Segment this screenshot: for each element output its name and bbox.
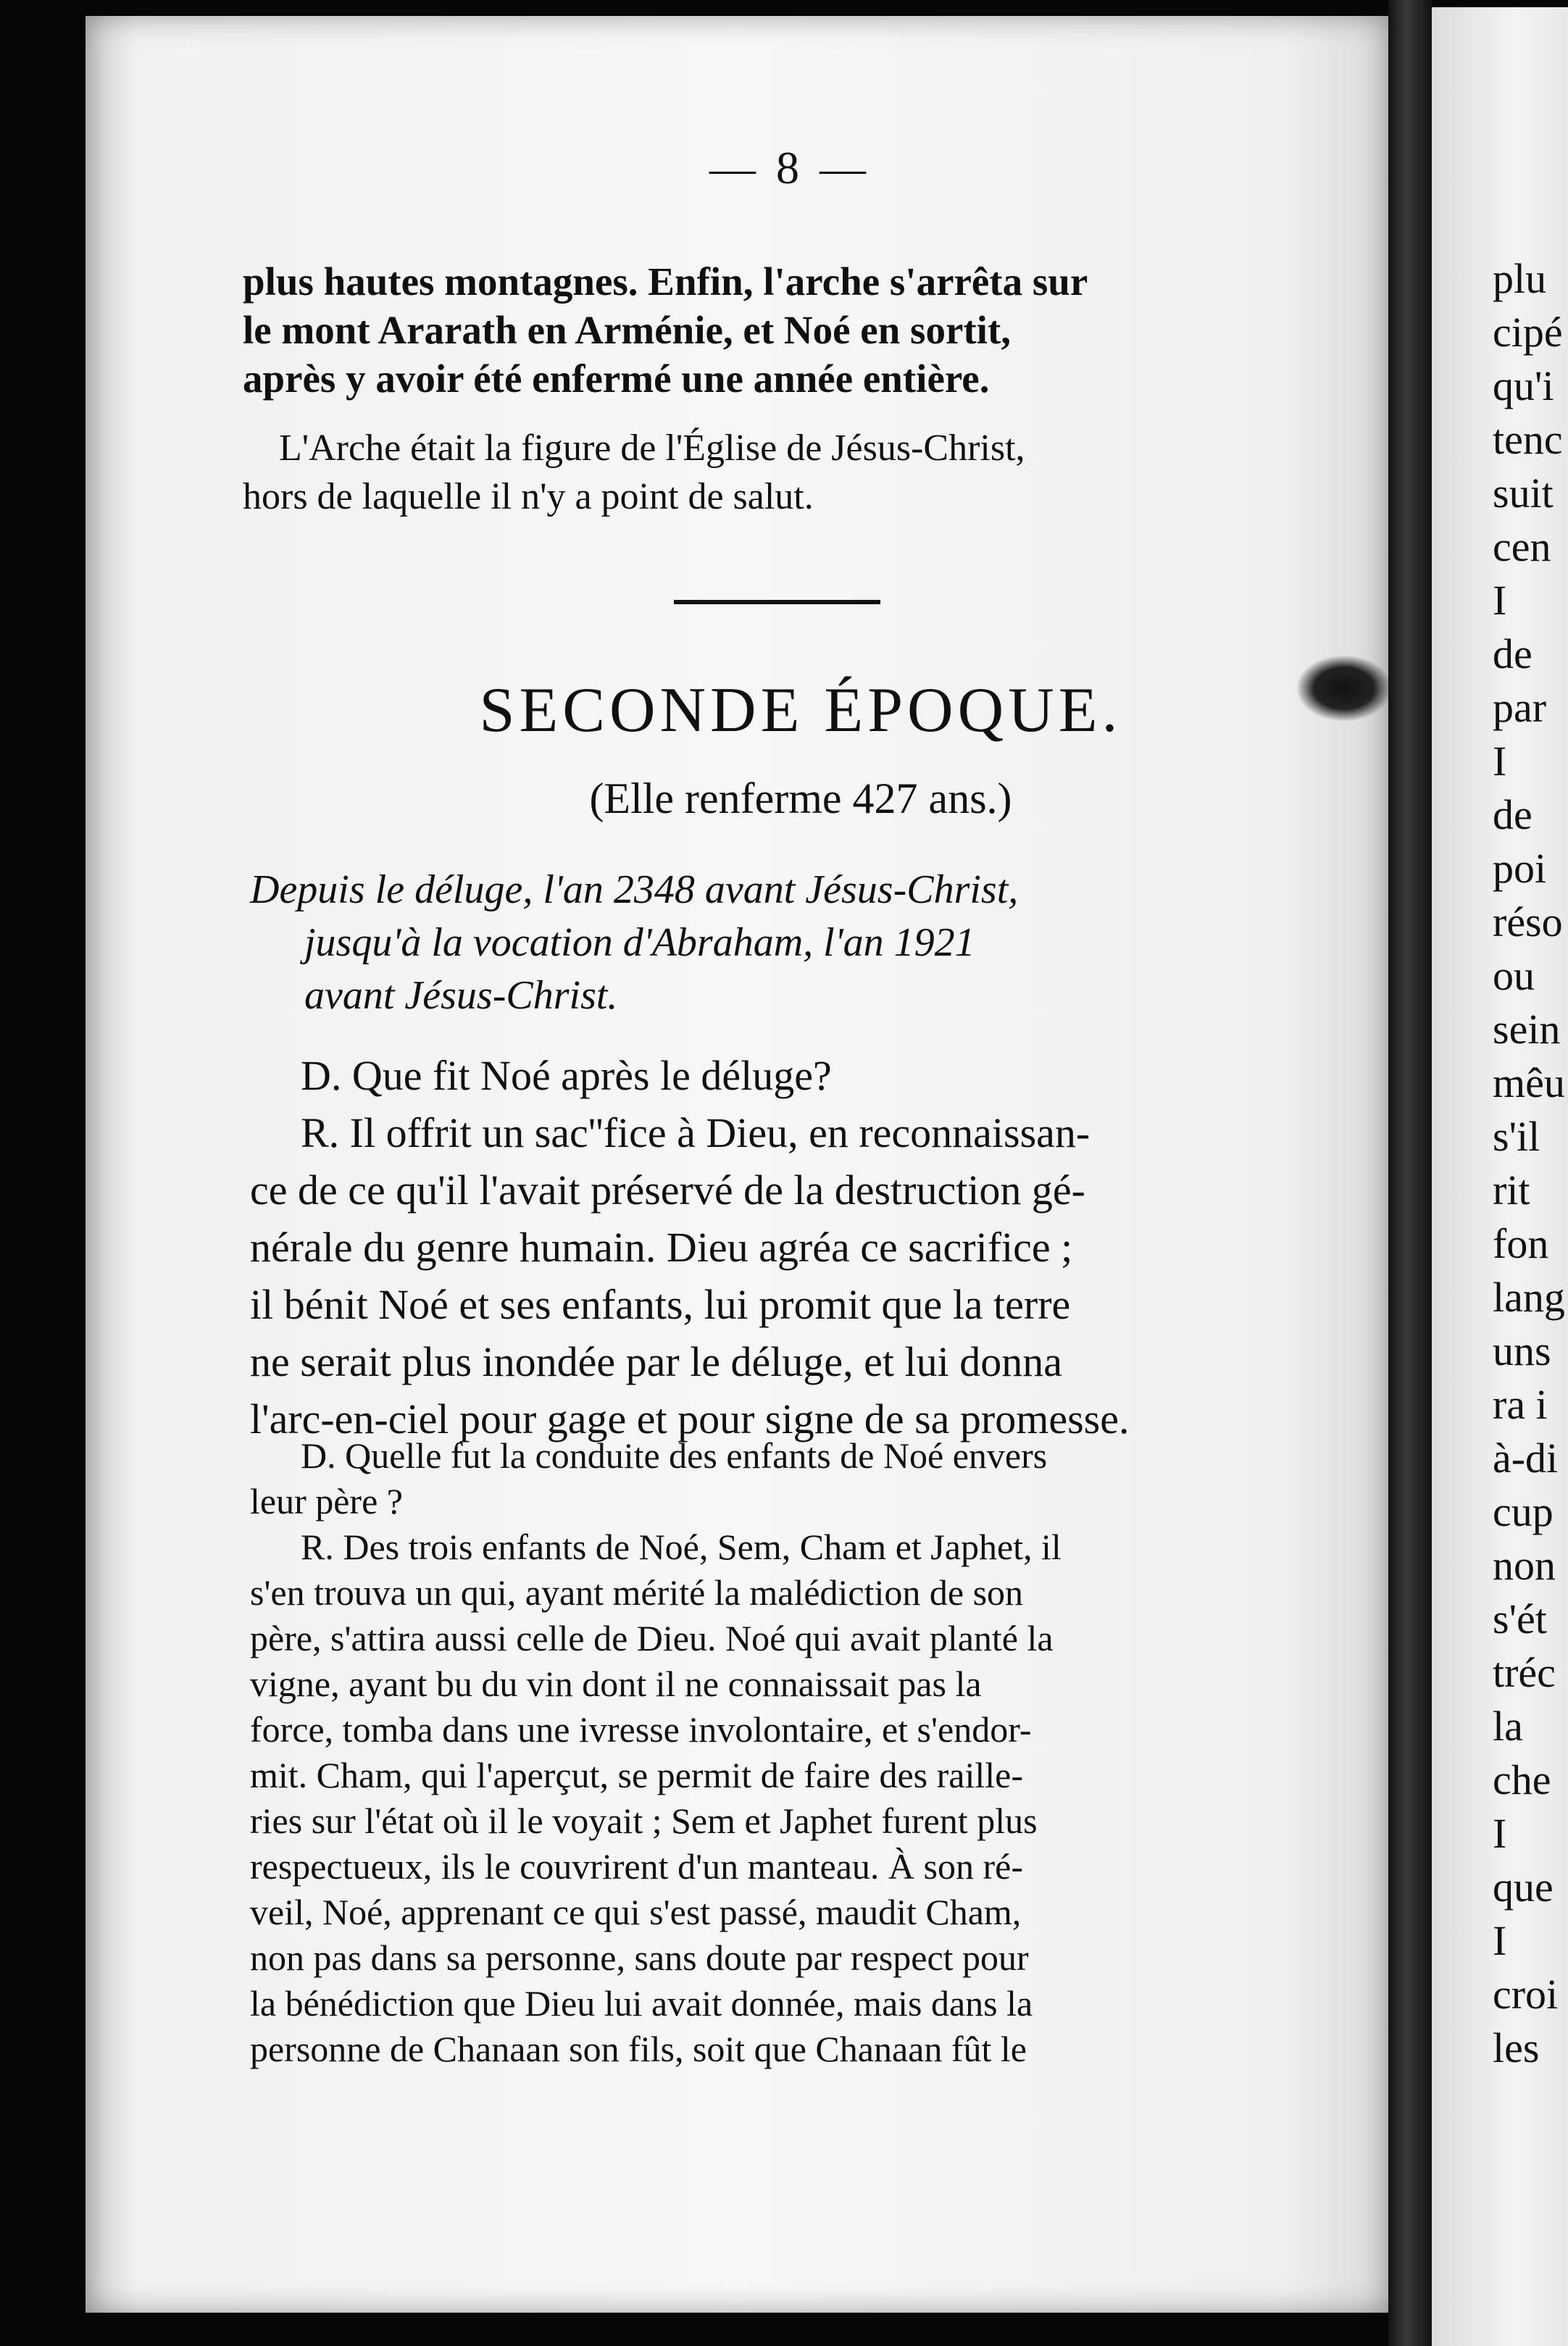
answer-line: s'en trouva un qui, ayant mérité la malédiction de son (250, 1572, 1024, 1613)
facing-fragment: ou (1493, 952, 1535, 999)
facing-fragment: poi (1493, 845, 1547, 892)
answer-line: il bénit Noé et ses enfants, lui promit que la terre (250, 1281, 1071, 1328)
facing-fragment: qu'i (1493, 362, 1554, 409)
question-line: D. Quelle fut la conduite des enfants de Noé envers (301, 1435, 1048, 1476)
facing-fragment: que (1493, 1863, 1554, 1911)
facing-fragment: sein (1493, 1006, 1561, 1053)
facing-fragment: che (1493, 1756, 1551, 1803)
facing-page (1432, 7, 1568, 2346)
facing-fragment: de (1493, 630, 1532, 677)
facing-fragment: les (1493, 2024, 1540, 2071)
section-dates (250, 864, 1351, 1022)
facing-page-text (1432, 7, 1568, 2075)
facing-fragment: I (1493, 1810, 1507, 1857)
question-line: D. Que fit Noé après le déluge? (301, 1052, 832, 1099)
section-divider (674, 600, 880, 604)
answer-line: ne serait plus inondée par le déluge, et lui donna (250, 1338, 1062, 1385)
facing-fragment: s'ét (1493, 1595, 1547, 1642)
answer-line: respectueux, ils le couvrirent d'un manteau. À son ré- (250, 1846, 1023, 1887)
facing-fragment: I (1493, 577, 1507, 624)
facing-fragment: cipé (1493, 309, 1563, 356)
answer-line: R. Des trois enfants de Noé, Sem, Cham et Japhet, il (301, 1527, 1062, 1567)
text-line: hors de laquelle il n'y a point de salut. (243, 476, 814, 517)
facing-fragment: I (1493, 738, 1507, 785)
text-line: L'Arche était la figure de l'Église de Jésus-Christ, (279, 427, 1025, 469)
facing-fragment: la (1493, 1703, 1523, 1750)
facing-fragment: ra i (1493, 1381, 1548, 1428)
text-line: Depuis le déluge, l'an 2348 avant Jésus-Christ, (250, 867, 1019, 912)
text-line: avant Jésus-Christ. (304, 973, 618, 1018)
facing-fragment: rit (1493, 1166, 1530, 1214)
facing-fragment: cup (1493, 1488, 1554, 1535)
facing-fragment: suit (1493, 469, 1554, 517)
answer-line: nérale du genre humain. Dieu agréa ce sacrifice ; (250, 1224, 1073, 1271)
facing-fragment: non (1493, 1542, 1556, 1589)
ink-smudge (1297, 656, 1391, 721)
section-subtitle: (Elle renferme 427 ans.) (589, 775, 1012, 822)
answer-line: mit. Cham, qui l'aperçut, se permit de faire des raille- (250, 1755, 1023, 1795)
answer-line: ce de ce qu'il l'avait préservé de la destruction gé- (250, 1166, 1085, 1214)
facing-fragment: fon (1493, 1220, 1549, 1267)
answer-line: force, tomba dans une ivresse involontaire, et s'endor- (250, 1709, 1032, 1750)
facing-fragment: par (1493, 684, 1547, 731)
question-answer-sons (250, 1433, 1351, 2072)
answer-line: vigne, ayant bu du vin dont il ne connaissait pas la (250, 1664, 982, 1704)
question-line: leur père ? (250, 1481, 403, 1521)
facing-fragment: s'il (1493, 1113, 1540, 1160)
answer-line: R. Il offrit un sac''fice à Dieu, en reconnaissan- (301, 1109, 1090, 1156)
facing-fragment: lang (1493, 1274, 1565, 1321)
facing-fragment: réso (1493, 898, 1563, 946)
facing-fragment: mêu (1493, 1059, 1565, 1106)
facing-fragment: cen (1493, 523, 1551, 570)
text-line: le mont Ararath en Arménie, et Noé en sortit, (243, 308, 1012, 352)
answer-line: la bénédiction que Dieu lui avait donnée, mais dans la (250, 1983, 1033, 2024)
answer-line: l'arc-en-ciel pour gage et pour signe de sa promesse. (250, 1395, 1130, 1443)
page-number: — 8 — (709, 142, 870, 193)
facing-fragment: de (1493, 791, 1532, 838)
facing-fragment: plu (1493, 255, 1547, 302)
facing-fragment: tréc (1493, 1649, 1556, 1696)
section-title: SECONDE ÉPOQUE. (479, 675, 1122, 746)
text-line: après y avoir été enfermé une année entière. (243, 356, 990, 401)
facing-fragment: I (1493, 1917, 1507, 1964)
paragraph-ark-church (243, 424, 1344, 521)
paragraph-ark-landing (243, 257, 1344, 403)
facing-fragment: tenc (1493, 416, 1563, 463)
book-gutter (1388, 0, 1432, 2346)
question-answer-deluge (250, 1047, 1351, 1448)
text-line: jusqu'à la vocation d'Abraham, l'an 1921 (304, 920, 975, 965)
facing-fragment: croi (1493, 1971, 1559, 2018)
answer-line: personne de Chanaan son fils, soit que Chanaan fût le (250, 2029, 1027, 2069)
answer-line: ries sur l'état où il le voyait ; Sem et Japhet furent plus (250, 1800, 1038, 1841)
facing-fragment: à-di (1493, 1435, 1559, 1482)
text-line: plus hautes montagnes. Enfin, l'arche s'arrêta sur (243, 259, 1088, 304)
facing-fragment: uns (1493, 1327, 1551, 1374)
answer-line: veil, Noé, apprenant ce qui s'est passé, maudit Cham, (250, 1892, 1022, 1932)
answer-line: père, s'attira aussi celle de Dieu. Noé qui avait planté la (250, 1618, 1054, 1658)
answer-line: non pas dans sa personne, sans doute par respect pour (250, 1937, 1029, 1978)
